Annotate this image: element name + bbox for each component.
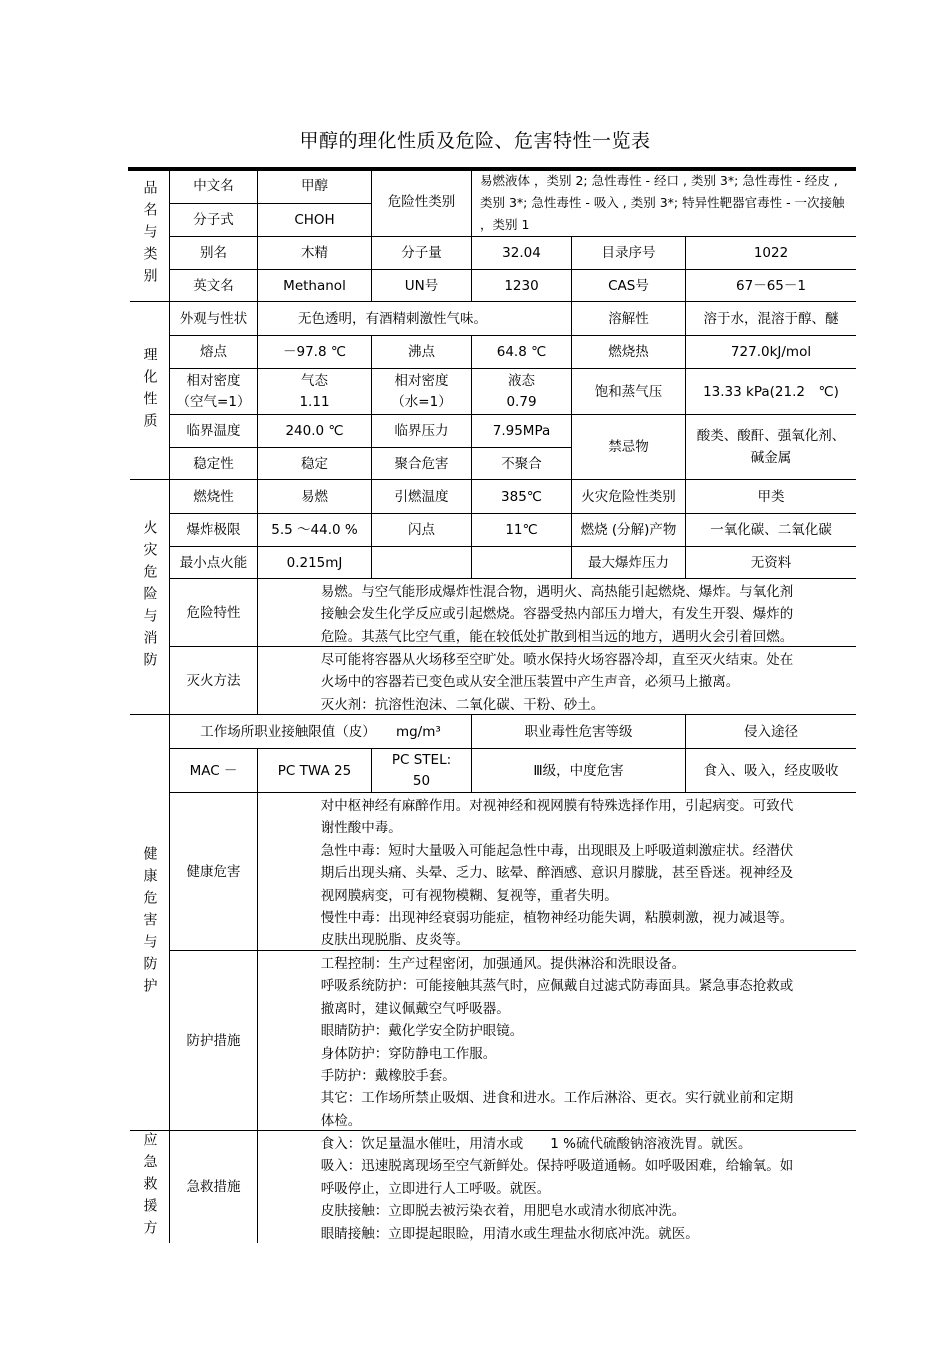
catalog-value: 1022 [686,237,856,270]
alias-value: 木精 [258,237,372,270]
flash-label: 闪点 [372,514,472,547]
flash-value: 11℃ [472,514,572,547]
vp-label: 饱和蒸气压 [572,369,686,415]
formula-label: 分子式 [170,204,258,237]
extinguish-label: 灭火方法 [170,647,258,715]
rd-air-label: 相对密度 （空气=1） [170,369,258,415]
incompat-label: 禁忌物 [572,415,686,480]
products-value: 一氧化碳、二氧化碳 [686,514,856,547]
hazard-class-label: 危险性类别 [372,169,472,237]
tc-label: 临界温度 [170,415,258,448]
stability-value: 稳定 [258,448,372,480]
bp-label: 沸点 [372,336,472,369]
mp-value: －97.8 ℃ [258,336,372,369]
protect-text: 工程控制：生产过程密闭，加强通风。提供淋浴和洗眼设备。 呼吸系统防护：可能接触其蒸气时，应佩戴自过滤式防毒面具。紧急事态抢救或 撤离时，建议佩戴空气呼吸器。 眼睛防护：戴化学安全防护眼镜。 身体防护：穿防静电工作服。 手防护：戴橡胶手套。 其它：工作场所禁止吸烟、进食和进水。工作后淋浴、更衣。实行就业前和定期 体检。 [258,951,856,1131]
en-name-value: Methanol [258,270,372,302]
maxp-label: 最大爆炸压力 [572,547,686,579]
catalog-label: 目录序号 [572,237,686,270]
formula-value: CHOH [258,204,372,237]
section-label-health: 健康危害与防护 [130,715,170,1131]
en-name-label: 英文名 [170,270,258,302]
polymer-value: 不聚合 [472,448,572,480]
flam-value: 易燃 [258,480,372,514]
oel-label: 工作场所职业接触限值（皮） mg/m³ [170,715,472,749]
un-label: UN号 [372,270,472,302]
mw-value: 32.04 [472,237,572,270]
flam-label: 燃烧性 [170,480,258,514]
fire-hazard-text: 易燃。与空气能形成爆炸性混合物，遇明火、高热能引起燃烧、爆炸。与氧化剂 接触会发生化学反应或引起燃烧。容器受热内部压力增大，有发生开裂、爆炸的 危险。其蒸气比空气重，能在较低处扩散到相当远的地方，遇明火会引着回燃。 [258,579,856,647]
ignition-value: 385℃ [472,480,572,514]
pc-twa-value: PC TWA 25 [258,749,372,793]
mie-label: 最小点火能 [170,547,258,579]
section-label-emergency: 应急救援方 [130,1131,170,1243]
cn-name-value: 甲醇 [258,169,372,204]
heat-label: 燃烧热 [572,336,686,369]
hazard-data-table [128,167,856,1242]
incompat-value: 酸类、酸酐、强氧化剂、碱金属 [686,415,856,480]
rd-air-value: 气态 1.11 [258,369,372,415]
polymer-label: 聚合危害 [372,448,472,480]
protect-label: 防护措施 [170,951,258,1131]
mw-label: 分子量 [372,237,472,270]
pc-label: 临界压力 [372,415,472,448]
health-hazard-text: 对中枢神经有麻醉作用。对视神经和视网膜有特殊选择作用，引起病变。可致代 谢性酸中毒。 急性中毒：短时大量吸入可能起急性中毒，出现眼及上呼吸道刺激症状。经潜伏 期后出现头痛、头晕、乏力、眩晕、醉酒感、意识月朦胧，甚至昏迷。视神经及 视网膜病变，可有视物模糊、复视等，重者失明。 慢性中毒：出现神经衰弱功能症，植物神经功能失调，粘膜刺激，视力减退等。 皮肤出现脱脂、皮炎等。 [258,793,856,951]
cas-value: 67－65－1 [686,270,856,302]
empty-cell [472,547,572,579]
vp-value: 13.33 kPa(21.2 ℃) [686,369,856,415]
pc-value: 7.95MPa [472,415,572,448]
un-value: 1230 [472,270,572,302]
mp-label: 熔点 [170,336,258,369]
first-aid-text: 食入：饮足量温水催吐，用清水或 1 %硫代硫酸钠溶液洗胃。就医。 吸入：迅速脱离现场至空气新鲜处。保持呼吸道通畅。如呼吸困难，给输氧。如 呼吸停止，立即进行人工呼吸。就医。 皮肤接触：立即脱去被污染衣着，用肥皂水或清水彻底冲洗。 眼睛接触：立即提起眼睑，用清水或生理盐水彻底冲洗。就医。 [320,1136,794,1242]
appearance-value: 无色透明，有酒精刺激性气味。 [258,302,572,336]
appearance-label: 外观与性状 [170,302,258,336]
heat-value: 727.0kJ/mol [686,336,856,369]
mac-value: MAC － [170,749,258,793]
section-label-identity: 品名与类别 [130,169,170,302]
health-hazard-label: 健康危害 [170,793,258,951]
section-label-physchem: 理化性质 [130,302,170,480]
alias-label: 别名 [170,237,258,270]
cas-label: CAS号 [572,270,686,302]
maxp-value: 无资料 [686,547,856,579]
extinguish-text: 尽可能将容器从火场移至空旷处。喷水保持火场容器冷却，直至灭火结束。处在 火场中的容器若已变色或从安全泄压装置中产生声音，必须马上撤离。 灭火剂：抗溶性泡沫、二氧化碳、干粉、砂土。 [258,647,856,715]
ignition-label: 引燃温度 [372,480,472,514]
tox-grade-label: 职业毒性危害等级 [472,715,686,749]
page-title: 甲醇的理化性质及危险、危害特性一览表 [299,130,651,152]
empty-cell [372,547,472,579]
bp-value: 64.8 ℃ [472,336,572,369]
section-label-fire: 火灾危险与消防 [130,480,170,715]
cn-name-label: 中文名 [170,169,258,204]
hazard-class-value: 易燃液体 ，类别 2; 急性毒性 - 经口 , 类别 3*; 急性毒性 - 经皮 , 类别 3*; 急性毒性 - 吸入 , 类别 3*; 特异性靶器官毒性 - 一次接触 ，类别 1 [472,169,856,237]
mie-value: 0.215mJ [258,547,372,579]
pc-stel-value: PC STEL: 50 [372,749,472,793]
solubility-value: 溶于水，混溶于醇、醚 [686,302,856,336]
route-label: 侵入途径 [686,715,856,749]
rd-water-label: 相对密度 （水=1） [372,369,472,415]
first-aid-label: 急救措施 [170,1131,258,1243]
tox-grade-value: Ⅲ级，中度危害 [472,749,686,793]
tc-value: 240.0 ℃ [258,415,372,448]
expl-label: 爆炸极限 [170,514,258,547]
stability-label: 稳定性 [170,448,258,480]
route-value: 食入、吸入，经皮吸收 [686,749,856,793]
solubility-label: 溶解性 [572,302,686,336]
products-label: 燃烧 (分解)产物 [572,514,686,547]
rd-water-value: 液态 0.79 [472,369,572,415]
fire-class-value: 甲类 [686,480,856,514]
fire-hazard-label: 危险特性 [170,579,258,647]
expl-value: 5.5 ～44.0 % [258,514,372,547]
fire-class-label: 火灾危险性类别 [572,480,686,514]
